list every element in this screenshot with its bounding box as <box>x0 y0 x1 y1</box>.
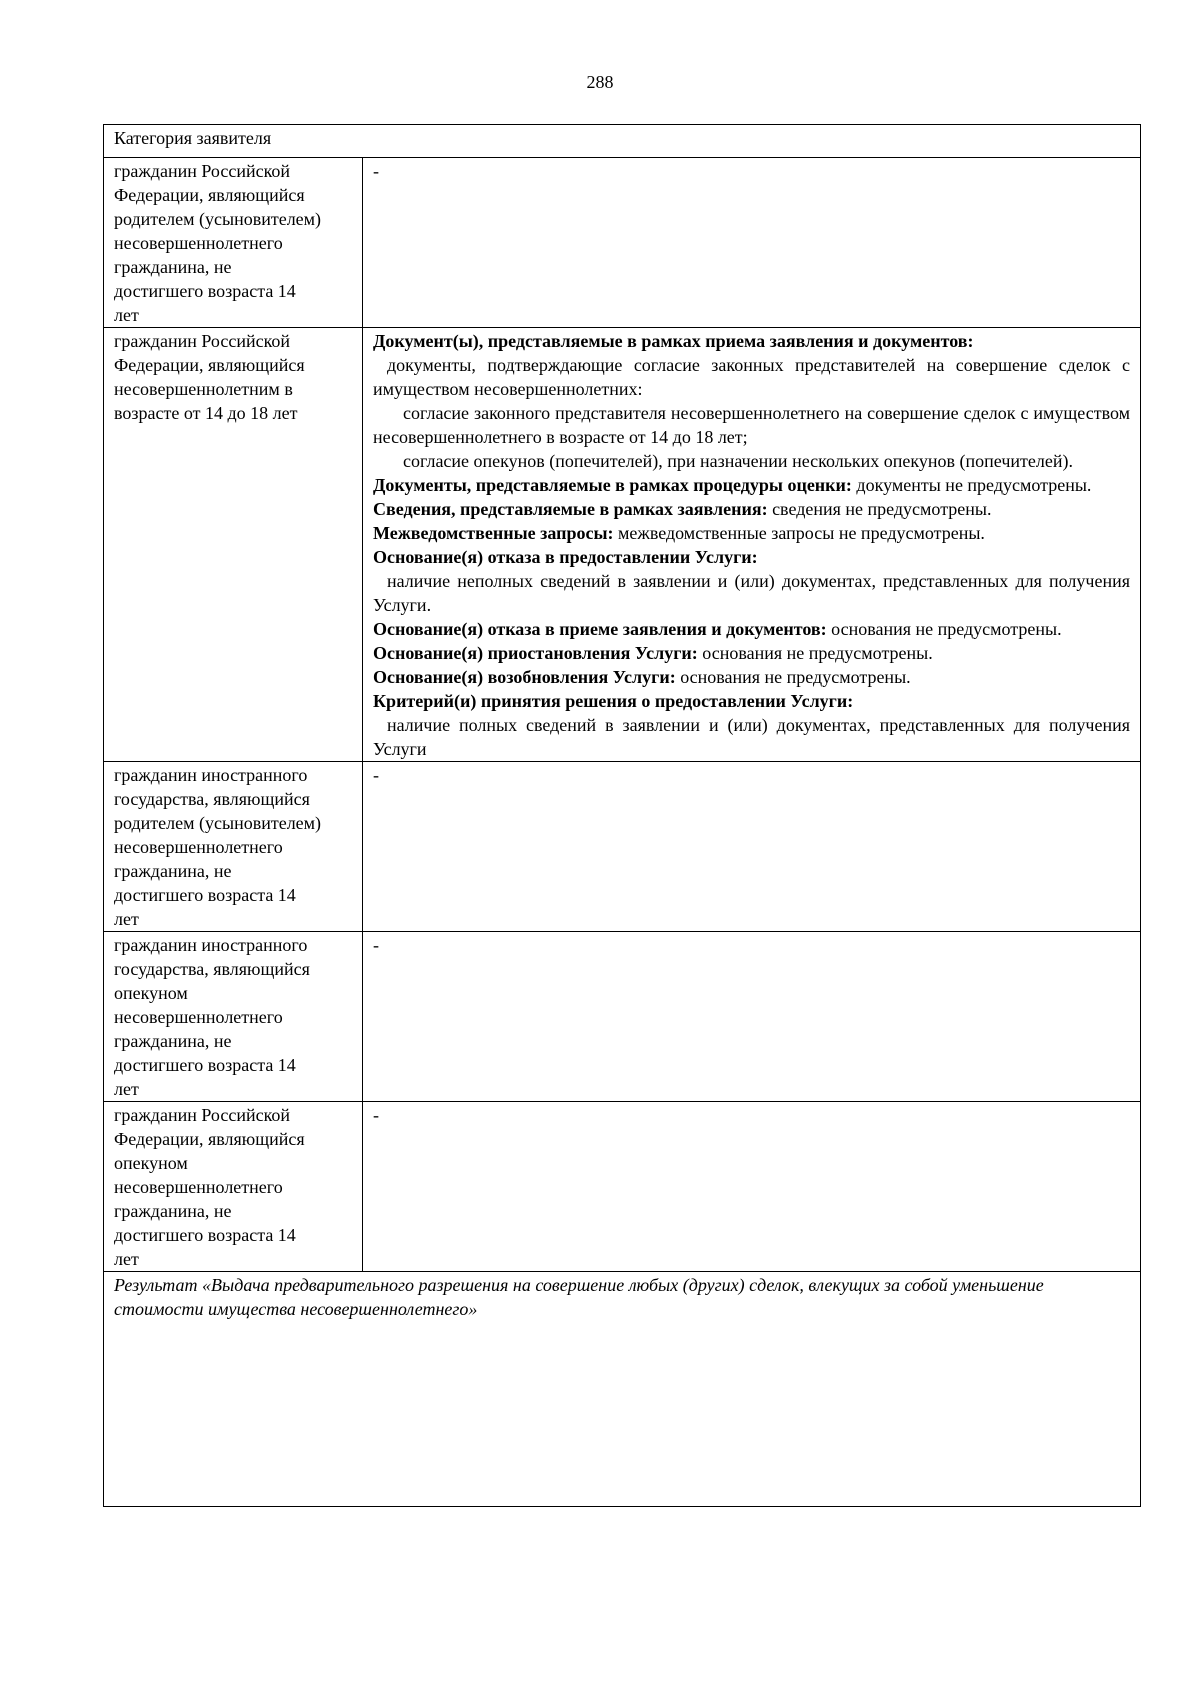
reject-line <box>373 617 1130 641</box>
docs-intro: документы, подтверждающие согласие законных представителей на совершение сделок с имуществом несовершеннолетних: <box>373 355 1130 399</box>
eval-line <box>373 473 1130 497</box>
table-row <box>104 158 1141 328</box>
docs-item: согласие законного представителя несовершеннолетнего на совершение сделок с имуществом несовершеннолетнего в возрасте от 14 до 18 лет; <box>373 403 1130 447</box>
table-row <box>104 932 1141 1102</box>
suspend-label: Основание(я) приостановления Услуги: <box>373 643 698 663</box>
suspend-value: основания не предусмотрены. <box>697 643 933 663</box>
eval-value: документы не предусмотрены. <box>851 475 1092 495</box>
table-row <box>104 762 1141 932</box>
requests-label: Межведомственные запросы: <box>373 523 614 543</box>
docs-item: согласие опекунов (попечителей), при назначении нескольких опекунов (попечителей). <box>403 451 1073 471</box>
reject-label: Основание(я) отказа в приеме заявления и документов: <box>373 619 827 639</box>
result-text: Результат «Выдача предварительного разрешения на совершение любых (других) сделок, влекущих за собой уменьшение стоимости имущества несовершеннолетнего» <box>114 1275 1044 1319</box>
info-line <box>373 497 1130 521</box>
reject-value: основания не предусмотрены. <box>826 619 1062 639</box>
refusal-heading: Основание(я) отказа в предоставлении Услуги: <box>373 547 758 567</box>
info-value: сведения не предусмотрены. <box>767 499 992 519</box>
resume-value: основания не предусмотрены. <box>675 667 911 687</box>
value-cell: - <box>363 762 1141 932</box>
suspend-line <box>373 641 1130 665</box>
eval-label: Документы, представляемые в рамках процедуры оценки: <box>373 475 852 495</box>
value-cell: - <box>363 158 1141 328</box>
resume-line <box>373 665 1130 689</box>
category-cell: гражданин Российской Федерации, являющийся опекуном несовершеннолетнего гражданина, не достигшего возраста 14 лет <box>104 1102 363 1272</box>
result-row <box>104 1272 1141 1507</box>
category-cell: гражданин иностранного государства, являющийся родителем (усыновителем) несовершеннолетнего гражданина, не достигшего возраста 14 лет <box>104 762 363 932</box>
docs-heading: Документ(ы), представляемые в рамках приема заявления и документов: <box>373 331 974 351</box>
requests-value: межведомственные запросы не предусмотрены. <box>613 523 985 543</box>
table-header: Категория заявителя <box>104 125 1141 158</box>
criteria-heading: Критерий(и) принятия решения о предоставлении Услуги: <box>373 691 854 711</box>
info-label: Сведения, представляемые в рамках заявления: <box>373 499 768 519</box>
requests-line <box>373 521 1130 545</box>
category-cell: гражданин Российской Федерации, являющийся несовершеннолетним в возрасте от 14 до 18 лет <box>104 328 363 762</box>
category-cell: гражданин Российской Федерации, являющийся родителем (усыновителем) несовершеннолетнего гражданина, не достигшего возраста 14 лет <box>104 158 363 328</box>
applicant-category-table <box>103 124 1141 1507</box>
refusal-text: наличие неполных сведений в заявлении и (или) документах, представленных для получения Услуги. <box>373 571 1130 615</box>
category-cell: гражданин иностранного государства, являющийся опекуном несовершеннолетнего гражданина, не достигшего возраста 14 лет <box>104 932 363 1102</box>
result-cell <box>104 1272 1141 1507</box>
table-row <box>104 1102 1141 1272</box>
details-cell <box>363 328 1141 762</box>
resume-label: Основание(я) возобновления Услуги: <box>373 667 676 687</box>
value-cell: - <box>363 932 1141 1102</box>
table-header-row <box>104 125 1141 158</box>
table-row <box>104 328 1141 762</box>
page-number: 288 <box>586 72 614 92</box>
criteria-text: наличие полных сведений в заявлении и (или) документах, представленных для получения Услуги <box>373 715 1130 759</box>
value-cell: - <box>363 1102 1141 1272</box>
